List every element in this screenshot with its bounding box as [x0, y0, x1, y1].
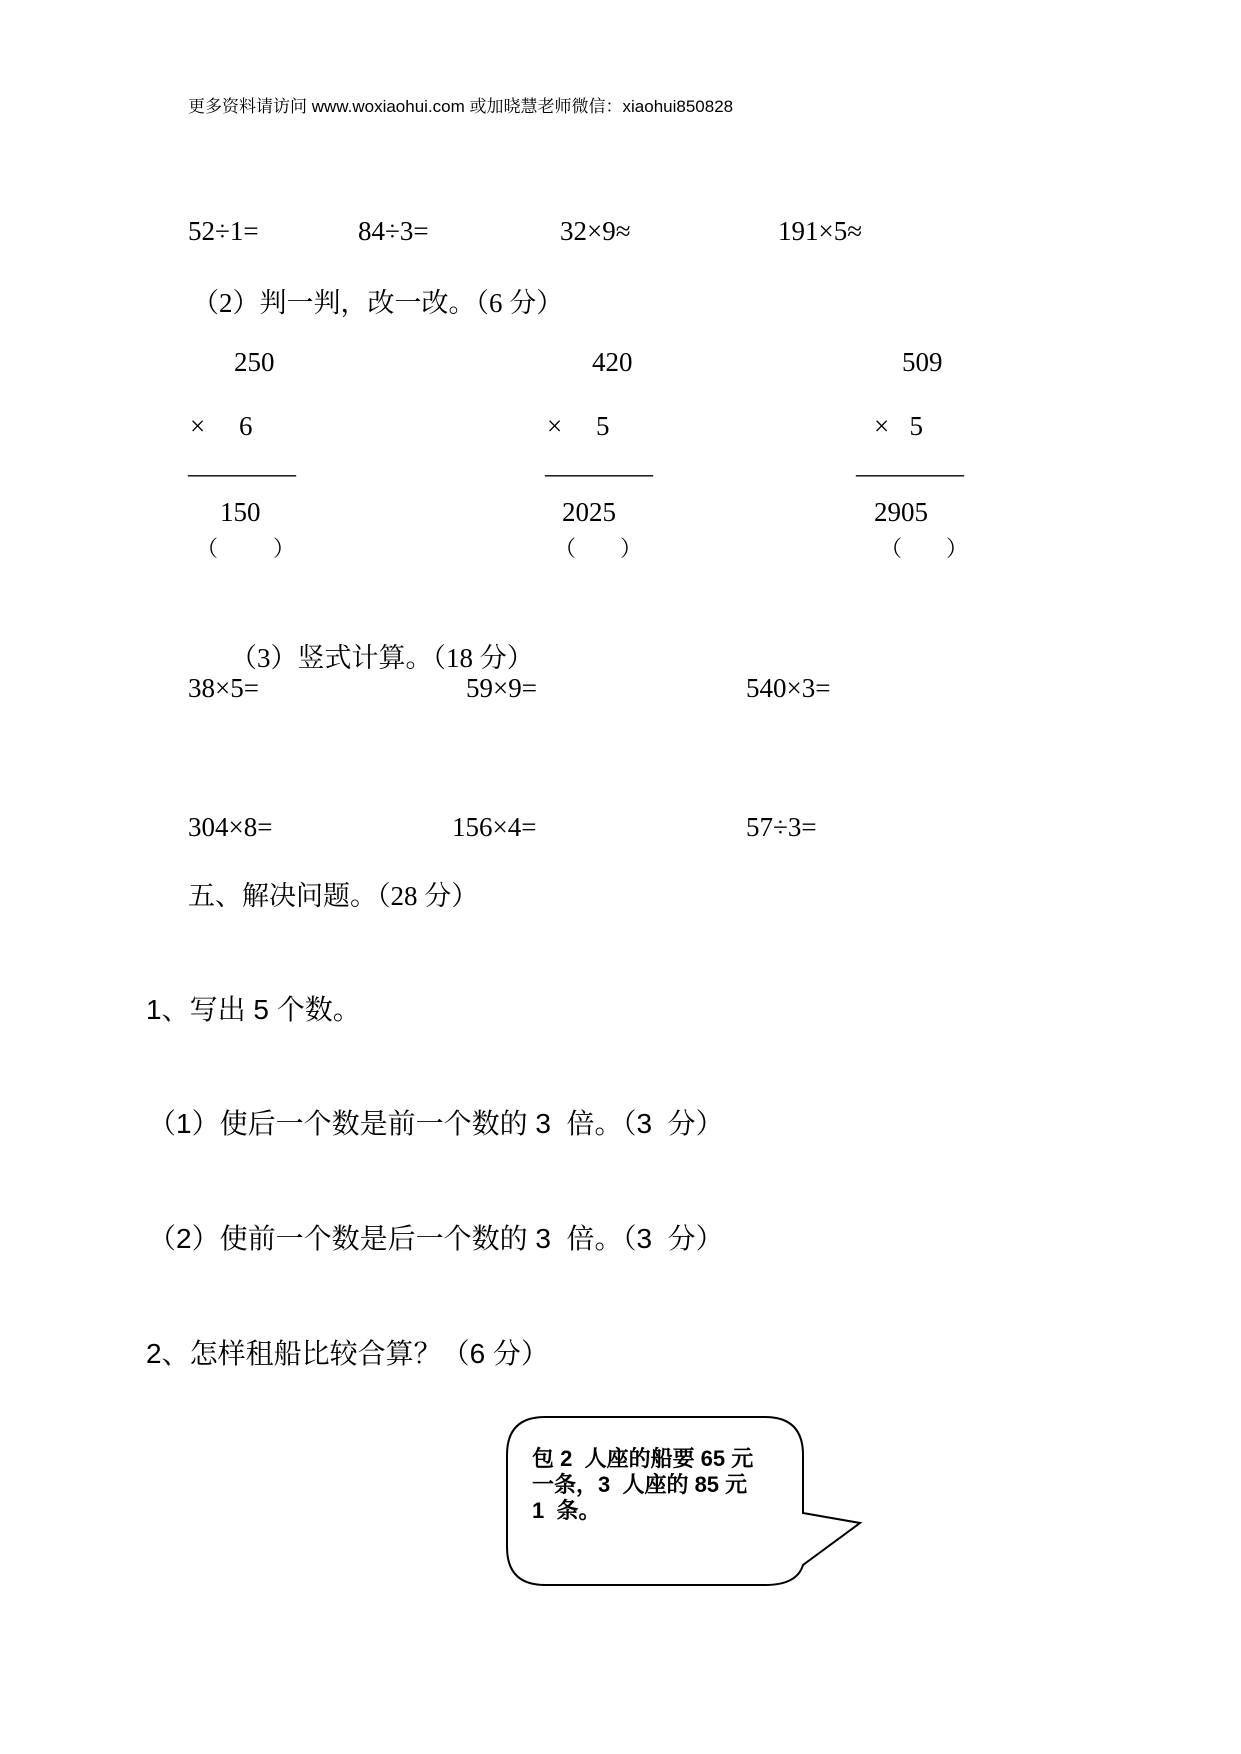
judge-2-line: ————: [545, 458, 653, 488]
vertical-item-2: 59×9=: [466, 673, 537, 703]
judge-2-mult: × 5: [547, 411, 610, 441]
judge-3-mult: × 5: [874, 411, 923, 441]
oral-item-1: 52÷1=: [188, 216, 259, 246]
oral-item-2: 84÷3=: [358, 216, 429, 246]
section5-title: 五、解决问题。（28 分）: [188, 881, 479, 911]
question-1: 1、写出 5 个数。: [146, 994, 361, 1025]
judge-1-paren: （ ）: [196, 536, 296, 561]
oral-item-3: 32×9≈: [560, 216, 631, 246]
judge-1-line: ————: [188, 458, 296, 488]
judge-3-line: ————: [856, 458, 964, 488]
judge-1-mult: × 6: [190, 411, 253, 441]
judge-3-top: 509: [902, 347, 943, 377]
judge-2-result: 2025: [562, 497, 616, 527]
speech-bubble-text: [532, 1446, 792, 1524]
vertical-item-1: 38×5=: [188, 673, 259, 703]
judge-2-paren: （ ）: [554, 536, 643, 561]
judge-1-result: 150: [220, 497, 261, 527]
vertical-item-6: 57÷3=: [746, 812, 817, 842]
judge-3-result: 2905: [874, 497, 928, 527]
vertical-item-5: 156×4=: [452, 812, 537, 842]
oral-item-4: 191×5≈: [778, 216, 863, 246]
vertical-title: （3）竖式计算。（18 分）: [230, 643, 534, 673]
question-1-part-1: （1）使后一个数是前一个数的 3 倍。（3 分）: [148, 1108, 724, 1139]
judge-2-top: 420: [592, 347, 633, 377]
question-2: 2、怎样租船比较合算？（6 分）: [146, 1338, 549, 1369]
bubble-line-2: 一条，3 人座的 85 元: [532, 1472, 748, 1497]
vertical-item-3: 540×3=: [746, 673, 831, 703]
bubble-line-3: 1 条。: [532, 1498, 601, 1523]
vertical-item-4: 304×8=: [188, 812, 273, 842]
judge-3-paren: （ ）: [880, 536, 969, 561]
judge-1-top: 250: [234, 347, 275, 377]
page-header: 更多资料请访问 www.woxiaohui.com 或加晓慧老师微信：xiaohui850828: [188, 97, 734, 116]
bubble-line-1: 包 2 人座的船要 65 元: [532, 1446, 754, 1471]
question-1-part-2: （2）使前一个数是后一个数的 3 倍。（3 分）: [148, 1223, 724, 1254]
judge-title: （2）判一判，改一改。（6 分）: [192, 288, 564, 318]
